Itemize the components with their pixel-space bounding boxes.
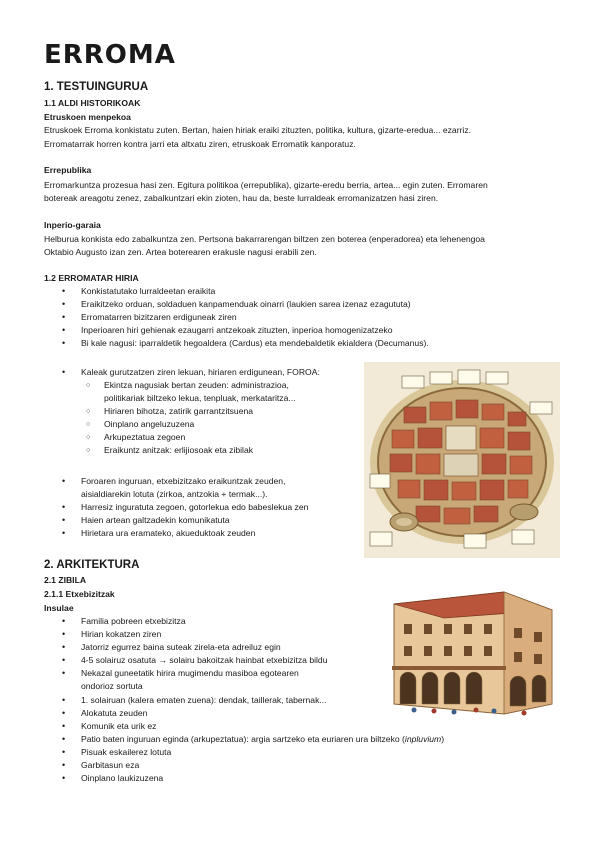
list-item: • Familia pobreen etxebizitza [44,615,564,628]
list-item: • Bi kale nagusi: iparraldetik hegoaldera (Cardus) eta mendebaldetik ekialdera (Decumanus). [44,337,564,350]
sublist-item: ○ Eraikuntz anitzak: erlijiosoak eta zibilak [44,444,374,457]
list-foroaren-inguruan [44,475,364,540]
list-hiria [44,285,564,350]
page-title: ERROMA [44,40,176,70]
list-item: • Garbitasun eza [44,759,564,772]
roman-city-illustration [364,362,560,558]
list-item: • 1. solairuan (kalera ematen zuena): dendak, taillerak, tabernak... [44,694,564,707]
list-item: • Erromatarren bizitzaren erdiguneak ziren [44,311,564,324]
list-item: • Hirietara ura eramateko, akueduktoak zeuden [44,527,364,540]
list-item: • Oinplano laukizuzena [44,772,564,785]
paragraph-errepublika-2: botereak areagotu zenez, zabalkuntzari ekin zioten, hau da, beste lurraldeak erromanizatzen hasi ziren. [44,193,439,203]
list-item: • 4-5 solairuz osatuta → solairu bakoitzak hainbat etxebizitza bildu [44,654,564,667]
list-item: • Komunik eta urik ez [44,720,564,733]
list-item: • Harresiz inguratuta zegoen, gotorlekua edo babeslekua zen [44,501,364,514]
heading-insulae: Insulae [44,603,74,613]
sublist-item: ○ Ekintza nagusiak bertan zeuden: administrazioa, [44,379,374,392]
list-item: • Jatorriz egurrez baina suteak zirela-eta adreiluz egin [44,641,564,654]
paragraph-inperio-2: Oktabio Augusto izan zen. Artea boterearen erakusle nagusi erabili zen. [44,247,317,257]
paragraph-etruskoen-2: Erromatarrak horren kontra jarri eta altxatu ziren, etruskoak Erromatik kanporatuz. [44,139,356,149]
insula-building-illustration [384,574,560,724]
heading-etruskoen: Etruskoen menpekoa [44,112,131,122]
section-heading-arkitektura: 2. ARKITEKTURA [44,559,140,571]
paragraph-etruskoen-1: Etruskoek Erroma konkistatu zuten. Bertan, haien hiriak eraiki zituzten, politika, kultura, gizarte-eredua... ezarriz. [44,125,472,135]
list-item-continuation: aisialdiarekin lotuta (zirkoa, antzokia + termak...). [81,489,268,500]
list-item: • Hirian kokatzen ziren [44,628,564,641]
subheading-aldi-historikoak: 1.1 ALDI HISTORIKOAK [44,98,141,108]
paragraph-errepublika-1: Erromarkuntza prozesua hasi zen. Egitura politikoa (errepublika), gizarte-eredu berria, artea... egin zuten. Erromaren [44,180,488,190]
section-heading-testuingurua: 1. TESTUINGURUA [44,81,149,93]
list-item: • Eraikitzeko orduan, soldaduen kanpamenduak oinarri (laukien sarea izenaz ezagututa) [44,298,564,311]
heading-inperio: Inperio-garaia [44,220,101,230]
list-item: • Inperioaren hiri gehienak ezaugarri antzekoak zituzten, inperioa homogenizatzeko [44,324,564,337]
sublist-foroa [44,379,374,458]
sublist-item: ○ Oinplano angeluzuzena [44,418,374,431]
list-item: • Pisuak eskailerez lotuta [44,746,564,759]
sublist-item: ○ Arkupeztatua zegoen [44,431,374,444]
subheading-erromatar-hiria: 1.2 ERROMATAR HIRIA [44,273,139,283]
subheading-etxebizitzak: 2.1.1 Etxebizitzak [44,589,115,599]
list-item-continuation: ondorioz sortuta [81,681,143,692]
list-item: • Alokatuta zeuden [44,707,564,720]
heading-errepublika: Errepublika [44,165,92,175]
list-item: • Patio baten inguruan eginda (arkupeztatua): argia sartzeko eta euriaren ura biltzeko (inpluvium) [44,733,564,746]
list-item: • Nekazal guneetatik hirira mugimendu masiboa egotearen [44,667,564,680]
subheading-zibila: 2.1 ZIBILA [44,575,87,585]
paragraph-inperio-1: Helburua konkista edo zabalkuntza zen. Pertsona bakarrarengan biltzen zen boterea (enperadorea) eta lehenengoa [44,234,485,244]
list-foroa [44,366,374,379]
sublist-item-continuation: politikariak biltzeko lekua, tenpluak, merkataritza... [104,393,296,404]
list-item: • Haien artean galtzadekin komunikatuta [44,514,364,527]
list-item: • Foroaren inguruan, etxebizitzako eraikuntzak zeuden, [44,475,364,488]
list-item: • Kaleak gurutzatzen ziren lekuan, hiriaren erdigunean, FOROA: [44,366,374,379]
list-item: • Konkistatutako lurraldeetan eraikita [44,285,564,298]
sublist-item: ○ Hiriaren bihotza, zatirik garrantzitsuena [44,405,374,418]
